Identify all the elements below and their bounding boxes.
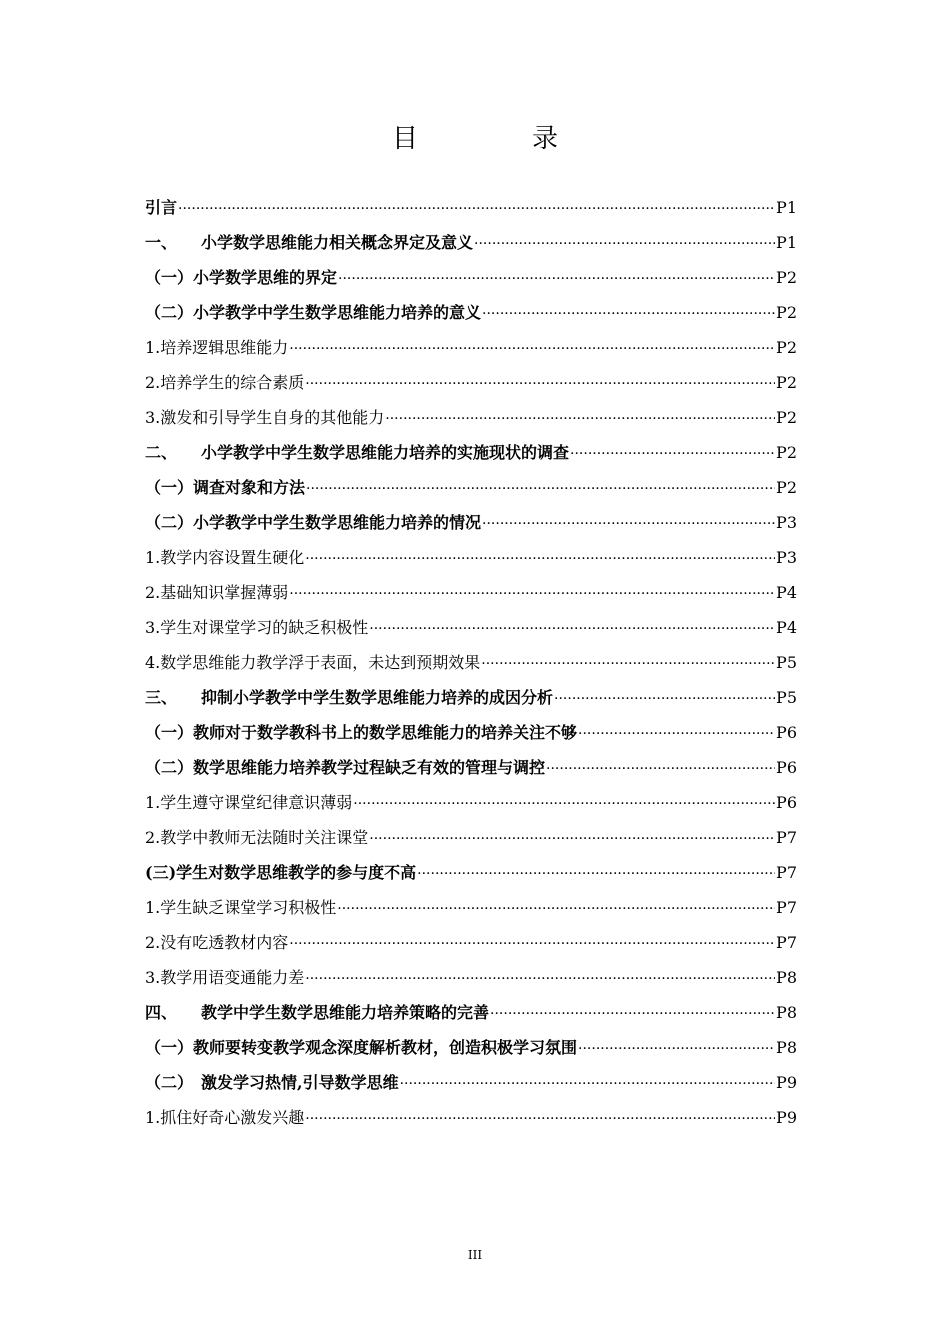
dot-leader xyxy=(353,785,775,822)
toc-entry-page: P6 xyxy=(776,793,797,812)
toc-entry-page: P1 xyxy=(776,198,797,217)
toc-entry[interactable] xyxy=(145,540,797,575)
toc-entry-page: P4 xyxy=(776,618,797,637)
toc-entry[interactable] xyxy=(145,225,797,260)
toc-entry-page: P2 xyxy=(776,443,797,462)
toc-entry-label: 2.教学中教师无法随时关注课堂 xyxy=(145,828,369,847)
toc-entry[interactable] xyxy=(145,715,797,750)
toc-entry[interactable] xyxy=(145,400,797,435)
toc-entry[interactable] xyxy=(145,365,797,400)
dot-leader xyxy=(289,925,775,962)
toc-entry[interactable] xyxy=(145,995,797,1030)
toc-entry-page: P7 xyxy=(776,933,797,952)
dot-leader xyxy=(369,820,775,857)
dot-leader xyxy=(417,855,775,892)
toc-entry[interactable] xyxy=(145,890,797,925)
dot-leader xyxy=(490,995,775,1032)
toc-entry-label: 一、 小学数学思维能力相关概念界定及意义 xyxy=(145,233,474,252)
toc-entry-label: 四、 教学中学生数学思维能力培养策略的完善 xyxy=(145,1003,490,1022)
table-of-contents xyxy=(145,190,797,1135)
toc-entry[interactable] xyxy=(145,1065,797,1100)
toc-entry-label: （二）小学教学中学生数学思维能力培养的情况 xyxy=(145,513,482,532)
toc-title: 目 录 xyxy=(391,124,602,154)
toc-entry-label: 3.激发和引导学生自身的其他能力 xyxy=(145,408,385,427)
dot-leader xyxy=(474,225,775,262)
dot-leader xyxy=(400,1065,775,1102)
toc-entry-page: P2 xyxy=(776,408,797,427)
toc-entry-page: P7 xyxy=(776,828,797,847)
dot-leader xyxy=(482,505,775,542)
toc-entry-label: （一）调查对象和方法 xyxy=(145,478,306,497)
toc-entry[interactable] xyxy=(145,260,797,295)
toc-entry[interactable] xyxy=(145,785,797,820)
toc-entry-page: P2 xyxy=(776,303,797,322)
toc-entry[interactable] xyxy=(145,750,797,785)
toc-entry-page: P4 xyxy=(776,583,797,602)
toc-entry[interactable] xyxy=(145,435,797,470)
toc-entry-page: P6 xyxy=(776,758,797,777)
toc-entry-label: （一）小学数学思维的界定 xyxy=(145,268,338,287)
toc-entry-page: P6 xyxy=(776,723,797,742)
toc-entry[interactable] xyxy=(145,1100,797,1135)
toc-entry[interactable] xyxy=(145,575,797,610)
toc-entry-page: P2 xyxy=(776,268,797,287)
toc-entry[interactable] xyxy=(145,855,797,890)
toc-entry[interactable] xyxy=(145,330,797,365)
toc-entry[interactable] xyxy=(145,925,797,960)
toc-entry-label: 1.学生缺乏课堂学习积极性 xyxy=(145,898,337,917)
dot-leader xyxy=(578,1030,775,1067)
toc-entry-page: P3 xyxy=(776,513,797,532)
dot-leader xyxy=(305,540,775,577)
toc-entry[interactable] xyxy=(145,295,797,330)
dot-leader xyxy=(305,1100,775,1137)
toc-entry[interactable] xyxy=(145,190,797,225)
toc-entry-label: （一）教师要转变教学观念深度解析教材，创造积极学习氛围 xyxy=(145,1038,578,1057)
toc-entry-label: (三)学生对数学思维教学的参与度不高 xyxy=(145,863,417,882)
toc-entry-label: 二、 小学教学中学生数学思维能力培养的实施现状的调查 xyxy=(145,443,570,462)
toc-entry-label: 3.学生对课堂学习的缺乏积极性 xyxy=(145,618,369,637)
toc-entry-label: 引言 xyxy=(145,198,178,217)
toc-entry[interactable] xyxy=(145,610,797,645)
dot-leader xyxy=(305,365,775,402)
toc-entry-page: P8 xyxy=(776,968,797,987)
dot-leader xyxy=(546,750,775,787)
toc-entry[interactable] xyxy=(145,505,797,540)
dot-leader xyxy=(369,610,775,647)
toc-entry-label: 4.数学思维能力教学浮于表面，未达到预期效果 xyxy=(145,653,481,672)
toc-entry-page: P7 xyxy=(776,898,797,917)
page-number: III xyxy=(467,1248,483,1262)
toc-entry-page: P5 xyxy=(776,688,797,707)
toc-entry-label: （二） 激发学习热情,引导数学思维 xyxy=(145,1073,399,1092)
dot-leader xyxy=(289,330,775,367)
toc-entry[interactable] xyxy=(145,645,797,680)
toc-entry-page: P7 xyxy=(776,863,797,882)
toc-entry-page: P1 xyxy=(776,233,797,252)
toc-entry[interactable] xyxy=(145,960,797,995)
toc-entry-label: （二）小学教学中学生数学思维能力培养的意义 xyxy=(145,303,482,322)
toc-entry-label: 1.培养逻辑思维能力 xyxy=(145,338,289,357)
dot-leader xyxy=(554,680,775,717)
toc-entry-label: （一）教师对于数学教科书上的数学思维能力的培养关注不够 xyxy=(145,723,578,742)
toc-entry-label: 1.教学内容设置生硬化 xyxy=(145,548,305,567)
dot-leader xyxy=(338,260,775,297)
toc-entry-label: 2.培养学生的综合素质 xyxy=(145,373,305,392)
toc-entry[interactable] xyxy=(145,470,797,505)
toc-entry-page: P2 xyxy=(776,338,797,357)
dot-leader xyxy=(482,295,775,332)
toc-entry-label: 1.抓住好奇心激发兴趣 xyxy=(145,1108,305,1127)
toc-entry-label: （二）数学思维能力培养教学过程缺乏有效的管理与调控 xyxy=(145,758,546,777)
toc-entry[interactable] xyxy=(145,680,797,715)
dot-leader xyxy=(305,960,775,997)
toc-entry-label: 三、 抑制小学教学中学生数学思维能力培养的成因分析 xyxy=(145,688,554,707)
toc-entry[interactable] xyxy=(145,820,797,855)
toc-entry-label: 2.基础知识掌握薄弱 xyxy=(145,583,289,602)
toc-entry-page: P9 xyxy=(776,1108,797,1127)
dot-leader xyxy=(289,575,775,612)
dot-leader xyxy=(578,715,775,752)
toc-entry-page: P2 xyxy=(776,373,797,392)
dot-leader xyxy=(385,400,775,437)
toc-entry-page: P2 xyxy=(776,478,797,497)
dot-leader xyxy=(570,435,775,472)
dot-leader xyxy=(337,890,775,927)
toc-entry-page: P8 xyxy=(776,1003,797,1022)
dot-leader xyxy=(306,470,775,507)
dot-leader xyxy=(178,190,775,227)
toc-entry-label: 3.教学用语变通能力差 xyxy=(145,968,305,987)
toc-entry-label: 2.没有吃透教材内容 xyxy=(145,933,289,952)
toc-entry-label: 1.学生遵守课堂纪律意识薄弱 xyxy=(145,793,353,812)
toc-entry[interactable] xyxy=(145,1030,797,1065)
dot-leader xyxy=(481,645,775,682)
toc-entry-page: P9 xyxy=(776,1073,797,1092)
toc-entry-page: P8 xyxy=(776,1038,797,1057)
toc-entry-page: P3 xyxy=(776,548,797,567)
toc-entry-page: P5 xyxy=(776,653,797,672)
